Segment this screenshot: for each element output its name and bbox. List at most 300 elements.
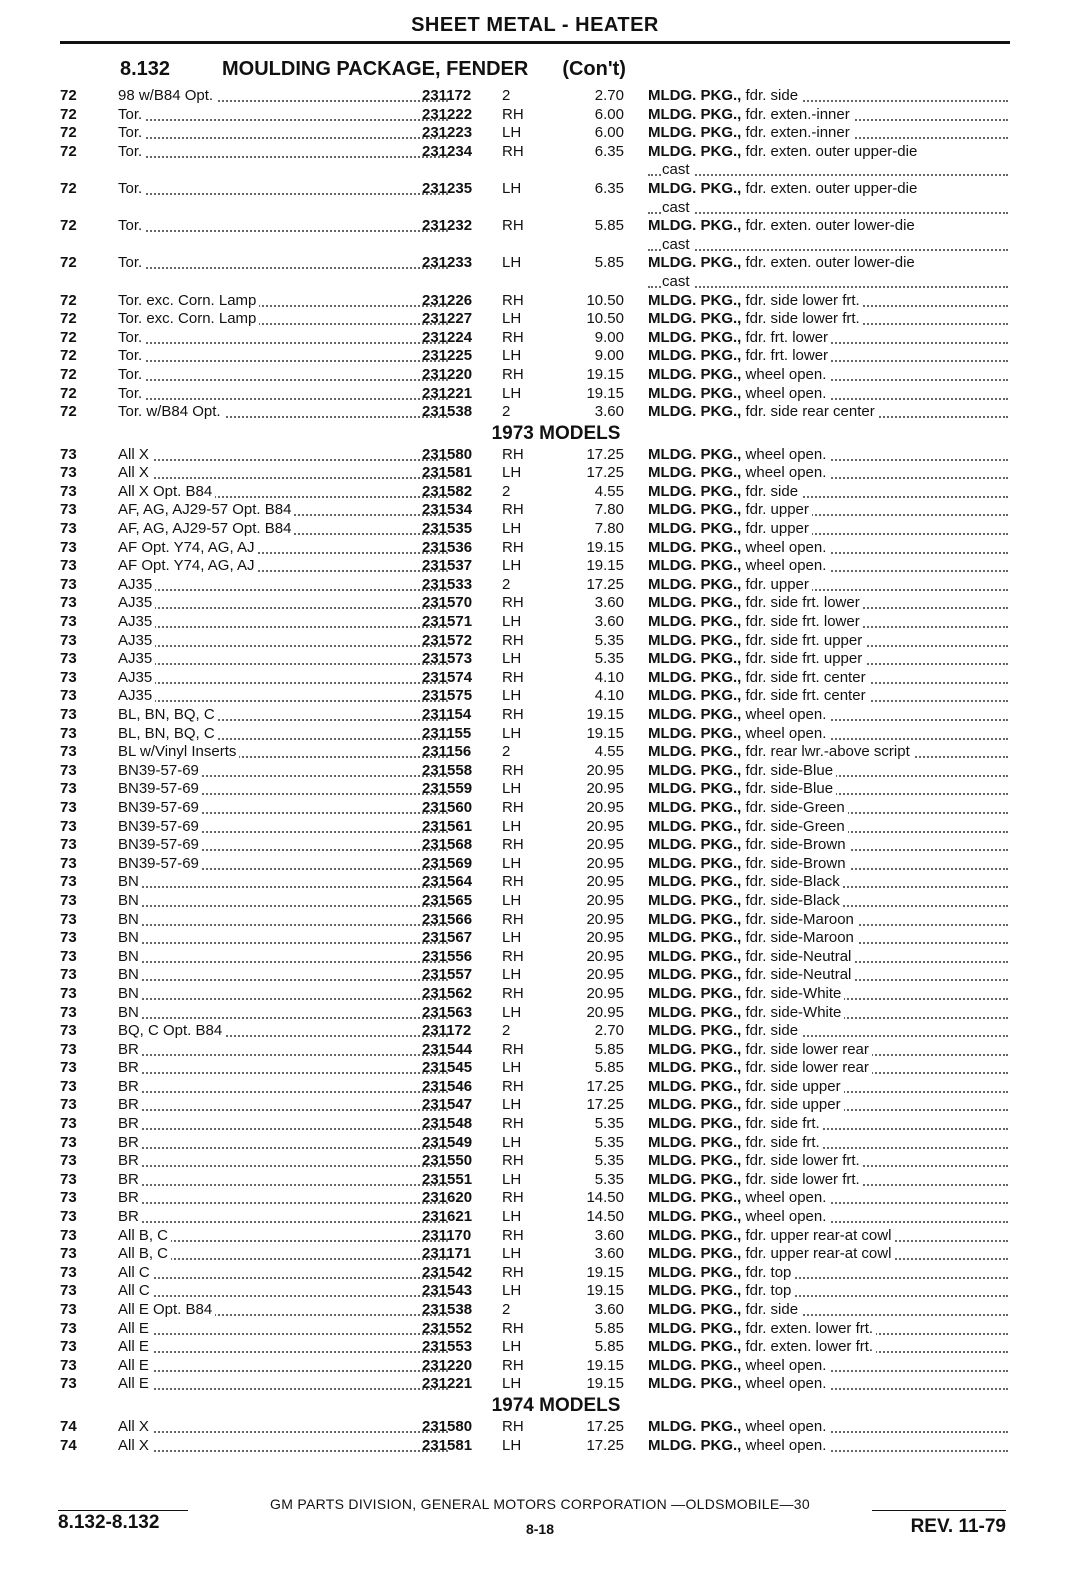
- application-cell: [118, 966, 448, 985]
- application-text: BN: [118, 985, 142, 1002]
- application-text: BN39-57-69: [118, 855, 202, 872]
- description-detail: wheel open.: [745, 724, 827, 742]
- description-prefix: MLDG. PKG.,: [648, 254, 742, 272]
- description-text: [648, 1320, 876, 1337]
- model-year-cell: 73: [60, 1096, 77, 1114]
- description-prefix: MLDG. PKG.,: [648, 966, 742, 984]
- footer-section-range: 8.132-8.132: [58, 1512, 160, 1533]
- table-row: [60, 594, 1012, 613]
- part-number-cell: 231545: [422, 1059, 473, 1077]
- side-qty-cell: RH: [502, 594, 524, 612]
- application-cell: [118, 818, 448, 837]
- price-cell: 6.00: [594, 124, 624, 142]
- dot-leader: [118, 459, 448, 461]
- price-cell: 7.80: [594, 520, 624, 538]
- description-detail: wheel open.: [745, 1417, 827, 1435]
- description-text: [648, 347, 831, 364]
- section-number: 8.132: [120, 58, 171, 80]
- description-prefix: MLDG. PKG.,: [648, 501, 742, 519]
- side-qty-cell: 2: [502, 1022, 511, 1040]
- application-text: AJ35: [118, 576, 155, 593]
- description-line: [648, 855, 1008, 874]
- application-text: BN39-57-69: [118, 836, 202, 853]
- price-cell: 5.35: [594, 650, 624, 668]
- model-year-cell: 73: [60, 873, 77, 891]
- description-cell: [648, 1208, 1008, 1227]
- description-prefix: MLDG. PKG.,: [648, 142, 742, 160]
- description-text: [648, 1134, 823, 1151]
- price-cell: 5.85: [594, 1319, 624, 1337]
- description-cell: [648, 385, 1008, 404]
- dot-leader: [118, 1017, 448, 1019]
- part-number-cell: 231234: [422, 142, 473, 160]
- description-line: [648, 799, 1008, 818]
- side-qty-cell: LH: [502, 1282, 522, 1300]
- price-cell: 9.00: [594, 328, 624, 346]
- table-row: [60, 483, 1012, 502]
- side-qty-cell: 2: [502, 403, 511, 421]
- description-text: [648, 855, 849, 872]
- dot-leader: [118, 379, 448, 381]
- description-line: [648, 1282, 1008, 1301]
- part-number-cell: 231549: [422, 1133, 473, 1151]
- description-cell: [648, 1004, 1008, 1023]
- description-prefix: MLDG. PKG.,: [648, 482, 742, 500]
- price-cell: 20.95: [586, 798, 624, 816]
- table-row: [60, 1004, 1012, 1023]
- table-row: [60, 836, 1012, 855]
- table-row: [60, 1096, 1012, 1115]
- part-number-cell: 231564: [422, 873, 473, 891]
- application-text: BR: [118, 1152, 142, 1169]
- description-detail: fdr. upper: [745, 520, 809, 538]
- description-text: [648, 873, 843, 890]
- description-continuation-text: cast: [662, 236, 693, 253]
- price-cell: 5.85: [594, 254, 624, 272]
- table-row: [60, 1152, 1012, 1171]
- description-cell: [648, 725, 1008, 744]
- table-row: [60, 966, 1012, 985]
- side-qty-cell: 2: [502, 743, 511, 761]
- part-number-cell: 231552: [422, 1319, 473, 1337]
- application-cell: [118, 743, 448, 762]
- model-year-cell: 74: [60, 1436, 77, 1454]
- application-text: AF, AG, AJ29-57 Opt. B84: [118, 520, 294, 537]
- side-qty-cell: LH: [502, 1133, 522, 1151]
- side-qty-cell: RH: [502, 910, 524, 928]
- description-line: [648, 217, 1008, 236]
- side-qty-cell: LH: [502, 1375, 522, 1393]
- description-detail: fdr. exten. outer lower-die: [745, 254, 915, 272]
- description-detail: fdr. rear lwr.-above script: [745, 743, 910, 761]
- table-row: [60, 292, 1012, 311]
- description-cell: [648, 1171, 1008, 1190]
- part-number-cell: 231575: [422, 687, 473, 705]
- description-line: [648, 520, 1008, 539]
- application-text: AJ35: [118, 632, 155, 649]
- application-cell: [118, 329, 448, 348]
- application-text: BR: [118, 1078, 142, 1095]
- table-row: [60, 1320, 1012, 1339]
- price-cell: 17.25: [586, 1077, 624, 1095]
- description-text: [648, 632, 865, 649]
- table-row: [60, 464, 1012, 483]
- description-line: [648, 292, 1008, 311]
- model-year-cell: 73: [60, 1189, 77, 1207]
- price-cell: 20.95: [586, 817, 624, 835]
- description-text: [648, 329, 831, 346]
- description-text: [648, 1115, 823, 1132]
- description-detail: fdr. side lower frt.: [745, 291, 860, 309]
- application-text: BL, BN, BQ, C: [118, 725, 218, 742]
- model-year-cell: 73: [60, 1263, 77, 1281]
- application-text: All X: [118, 446, 152, 463]
- description-line: [648, 985, 1008, 1004]
- description-continuation: [648, 236, 1008, 255]
- price-cell: 19.15: [586, 1375, 624, 1393]
- model-year-cell: 73: [60, 929, 77, 947]
- table-row: [60, 1134, 1012, 1153]
- description-text: [648, 743, 913, 760]
- price-cell: 19.15: [586, 706, 624, 723]
- table-row: [60, 329, 1012, 348]
- description-line: [648, 1338, 1008, 1357]
- description-text: [648, 892, 843, 909]
- price-cell: 4.10: [594, 687, 624, 705]
- description-line: [648, 966, 1008, 985]
- description-text: [648, 799, 848, 816]
- description-line: [648, 347, 1008, 366]
- side-qty-cell: LH: [502, 780, 522, 798]
- price-cell: 3.60: [594, 1226, 624, 1244]
- table-row: [60, 576, 1012, 595]
- dot-leader: [118, 1221, 448, 1223]
- description-detail: fdr. side-White: [745, 984, 842, 1002]
- description-prefix: MLDG. PKG.,: [648, 854, 742, 872]
- dot-leader: [118, 1072, 448, 1074]
- description-text: [648, 948, 854, 965]
- description-line: [648, 1152, 1008, 1171]
- application-text: All E Opt. B84: [118, 1301, 215, 1318]
- model-year-cell: 73: [60, 1059, 77, 1077]
- description-cell: [648, 180, 1008, 217]
- description-text: [648, 1059, 872, 1076]
- application-cell: [118, 106, 448, 125]
- application-cell: [118, 143, 448, 162]
- description-prefix: MLDG. PKG.,: [648, 179, 742, 197]
- application-cell: [118, 1264, 448, 1283]
- description-detail: fdr. side frt.: [745, 1115, 820, 1133]
- description-detail: fdr. side frt. upper: [745, 650, 863, 668]
- application-text: Tor.: [118, 143, 145, 160]
- description-prefix: MLDG. PKG.,: [648, 873, 742, 891]
- table-row: [60, 1375, 1012, 1394]
- application-text: AJ35: [118, 650, 155, 667]
- description-prefix: MLDG. PKG.,: [648, 384, 742, 402]
- description-line: [648, 1041, 1008, 1060]
- dot-leader: [118, 137, 448, 139]
- description-text: [648, 1375, 829, 1392]
- description-cell: [648, 818, 1008, 837]
- description-prefix: MLDG. PKG.,: [648, 1245, 742, 1263]
- application-cell: [118, 1437, 448, 1456]
- description-detail: fdr. side rear center: [745, 403, 875, 421]
- application-cell: [118, 911, 448, 930]
- side-qty-cell: RH: [502, 631, 524, 649]
- side-qty-cell: LH: [502, 1208, 522, 1226]
- section-continued: (Con't): [562, 58, 626, 80]
- part-number-cell: 231621: [422, 1208, 473, 1226]
- dot-leader: [118, 1370, 448, 1372]
- description-cell: [648, 520, 1008, 539]
- side-qty-cell: RH: [502, 142, 524, 160]
- description-line: [648, 329, 1008, 348]
- description-detail: fdr. exten. outer upper-die: [745, 179, 918, 197]
- description-prefix: MLDG. PKG.,: [648, 217, 742, 235]
- application-text: Tor.: [118, 254, 145, 271]
- description-prefix: MLDG. PKG.,: [648, 947, 742, 965]
- description-prefix: MLDG. PKG.,: [648, 724, 742, 742]
- side-qty-cell: LH: [502, 1245, 522, 1263]
- description-cell: [648, 576, 1008, 595]
- application-text: AF Opt. Y74, AG, AJ: [118, 539, 257, 556]
- part-number-cell: 231535: [422, 520, 473, 538]
- application-cell: [118, 706, 448, 725]
- description-detail: fdr. upper: [745, 501, 809, 519]
- table-row: [60, 254, 1012, 291]
- model-year-cell: 73: [60, 966, 77, 984]
- description-text: [648, 366, 829, 383]
- price-cell: 6.35: [594, 179, 624, 197]
- description-text: [648, 1004, 844, 1021]
- description-prefix: MLDG. PKG.,: [648, 1417, 742, 1435]
- description-prefix: MLDG. PKG.,: [648, 1436, 742, 1454]
- description-text: [648, 1227, 894, 1244]
- price-cell: 10.50: [586, 291, 624, 309]
- model-year-cell: 73: [60, 1301, 77, 1318]
- model-year-cell: 72: [60, 87, 77, 104]
- price-cell: 19.15: [586, 557, 624, 575]
- application-text: AJ35: [118, 613, 155, 630]
- footer-corporation: GM PARTS DIVISION, GENERAL MOTORS CORPORATION —OLDSMOBILE—30: [270, 1496, 810, 1512]
- description-continuation-text: cast: [662, 161, 693, 178]
- application-text: All X Opt. B84: [118, 483, 215, 500]
- description-detail: fdr. side-White: [745, 1003, 842, 1021]
- application-text: BN: [118, 966, 142, 983]
- side-qty-cell: LH: [502, 310, 522, 328]
- description-line: [648, 464, 1008, 483]
- application-text: Tor.: [118, 366, 145, 383]
- description-text: [648, 385, 829, 402]
- table-row: [60, 217, 1012, 254]
- description-detail: fdr. side: [745, 87, 799, 104]
- description-text: [648, 594, 863, 611]
- description-text: [648, 1041, 872, 1058]
- description-prefix: MLDG. PKG.,: [648, 780, 742, 798]
- description-text: [648, 254, 918, 271]
- description-cell: [648, 87, 1008, 106]
- description-cell: [648, 1227, 1008, 1246]
- model-year-cell: 73: [60, 1319, 77, 1337]
- side-qty-cell: 2: [502, 575, 511, 593]
- description-cell: [648, 366, 1008, 385]
- side-qty-cell: RH: [502, 105, 524, 123]
- table-row: [60, 385, 1012, 404]
- description-line: [648, 106, 1008, 125]
- price-cell: 5.85: [594, 1040, 624, 1058]
- table-row: [60, 911, 1012, 930]
- part-number-cell: 231565: [422, 891, 473, 909]
- application-cell: [118, 892, 448, 911]
- dot-leader: [118, 1333, 448, 1335]
- section-title: MOULDING PACKAGE, FENDER: [222, 58, 529, 80]
- side-qty-cell: RH: [502, 1040, 524, 1058]
- model-year-cell: 73: [60, 613, 77, 631]
- part-number-cell: 231226: [422, 291, 473, 309]
- part-number-cell: 231225: [422, 347, 473, 365]
- description-text: [648, 1189, 829, 1206]
- price-cell: 19.15: [586, 1356, 624, 1374]
- description-text: [648, 87, 801, 104]
- side-qty-cell: RH: [502, 984, 524, 1002]
- description-detail: fdr. side frt. lower: [745, 613, 860, 631]
- description-detail: fdr. side-Neutral: [745, 947, 852, 965]
- description-line: [648, 929, 1008, 948]
- description-cell: [648, 706, 1008, 725]
- table-row: [60, 650, 1012, 669]
- model-year-cell: 72: [60, 254, 77, 272]
- application-text: BR: [118, 1208, 142, 1225]
- part-number-cell: 231620: [422, 1189, 473, 1207]
- application-cell: [118, 873, 448, 892]
- description-detail: fdr. upper: [745, 575, 809, 593]
- description-detail: fdr. side-Green: [745, 798, 845, 816]
- model-year-heading: 1973 MODELS: [491, 422, 621, 444]
- side-qty-cell: LH: [502, 1436, 522, 1454]
- description-detail: fdr. side-Blue: [745, 780, 834, 798]
- table-row: [60, 1437, 1012, 1456]
- part-number-cell: 231567: [422, 929, 473, 947]
- application-text: All E: [118, 1357, 152, 1374]
- application-text: Tor.: [118, 180, 145, 197]
- part-number-cell: 231154: [422, 706, 472, 723]
- table-row: [60, 501, 1012, 520]
- dot-leader: [118, 1147, 448, 1149]
- dot-leader: [118, 626, 448, 628]
- side-qty-cell: RH: [502, 1319, 524, 1337]
- description-detail: fdr. side: [745, 482, 799, 500]
- price-cell: 17.25: [586, 1417, 624, 1435]
- price-cell: 4.55: [594, 482, 624, 500]
- description-prefix: MLDG. PKG.,: [648, 538, 742, 556]
- model-year-cell: 72: [60, 310, 77, 328]
- table-row: [60, 762, 1012, 781]
- description-prefix: MLDG. PKG.,: [648, 594, 742, 612]
- description-detail: fdr. side frt. center: [745, 687, 866, 705]
- model-year-cell: 73: [60, 668, 77, 686]
- description-text: [648, 539, 829, 556]
- description-detail: fdr. upper rear-at cowl: [745, 1245, 892, 1263]
- description-line: [648, 501, 1008, 520]
- description-line: [648, 124, 1008, 143]
- model-year-cell: 72: [60, 328, 77, 346]
- side-qty-cell: RH: [502, 291, 524, 309]
- description-cell: [648, 1357, 1008, 1376]
- description-cell: [648, 1041, 1008, 1060]
- description-cell: [648, 1245, 1008, 1264]
- description-detail: fdr. exten. outer lower-die: [745, 217, 915, 235]
- model-year-cell: 73: [60, 836, 77, 854]
- side-qty-cell: LH: [502, 179, 522, 197]
- model-year-cell: 73: [60, 910, 77, 928]
- application-cell: [118, 762, 448, 781]
- description-cell: [648, 539, 1008, 558]
- side-qty-cell: LH: [502, 891, 522, 909]
- description-detail: fdr. side-Brown: [745, 836, 846, 854]
- model-year-cell: 73: [60, 854, 77, 872]
- model-year-cell: 73: [60, 761, 77, 779]
- dot-leader: [118, 1202, 448, 1204]
- table-row: [60, 1171, 1012, 1190]
- application-text: BN: [118, 1004, 142, 1021]
- application-text: BN: [118, 873, 142, 890]
- application-cell: [118, 1059, 448, 1078]
- description-detail: fdr. side-Brown: [745, 854, 846, 872]
- description-line: [648, 836, 1008, 855]
- dot-leader: [118, 477, 448, 479]
- application-text: Tor.: [118, 329, 145, 346]
- application-text: AJ35: [118, 594, 155, 611]
- description-text: [648, 687, 869, 704]
- side-qty-cell: LH: [502, 347, 522, 365]
- dot-leader: [118, 924, 448, 926]
- side-qty-cell: RH: [502, 1356, 524, 1374]
- application-cell: [118, 366, 448, 385]
- description-text: [648, 1301, 801, 1318]
- price-cell: 2.70: [594, 87, 624, 104]
- description-detail: fdr. frt. lower: [745, 347, 829, 365]
- application-text: Tor.: [118, 347, 145, 364]
- part-number-cell: 231572: [422, 631, 473, 649]
- side-qty-cell: LH: [502, 124, 522, 142]
- side-qty-cell: LH: [502, 520, 522, 538]
- price-cell: 17.25: [586, 464, 624, 482]
- description-line: [648, 687, 1008, 706]
- description-detail: fdr. exten. outer upper-die: [745, 142, 918, 160]
- side-qty-cell: RH: [502, 1152, 524, 1170]
- description-prefix: MLDG. PKG.,: [648, 291, 742, 309]
- price-cell: 19.15: [586, 365, 624, 383]
- description-prefix: MLDG. PKG.,: [648, 1189, 742, 1207]
- table-row: [60, 818, 1012, 837]
- price-cell: 20.95: [586, 891, 624, 909]
- price-cell: 20.95: [586, 1003, 624, 1021]
- table-row: [60, 929, 1012, 948]
- price-cell: 20.95: [586, 910, 624, 928]
- description-cell: [648, 329, 1008, 348]
- dot-leader: [118, 1109, 448, 1111]
- dot-leader: [648, 174, 1008, 176]
- model-year-cell: 73: [60, 464, 77, 482]
- description-line: [648, 873, 1008, 892]
- application-cell: [118, 669, 448, 688]
- application-text: Tor. exc. Corn. Lamp: [118, 292, 259, 309]
- price-cell: 5.35: [594, 1115, 624, 1133]
- description-cell: [648, 836, 1008, 855]
- description-text: [648, 1078, 844, 1095]
- description-continuation: [648, 273, 1008, 292]
- description-cell: [648, 873, 1008, 892]
